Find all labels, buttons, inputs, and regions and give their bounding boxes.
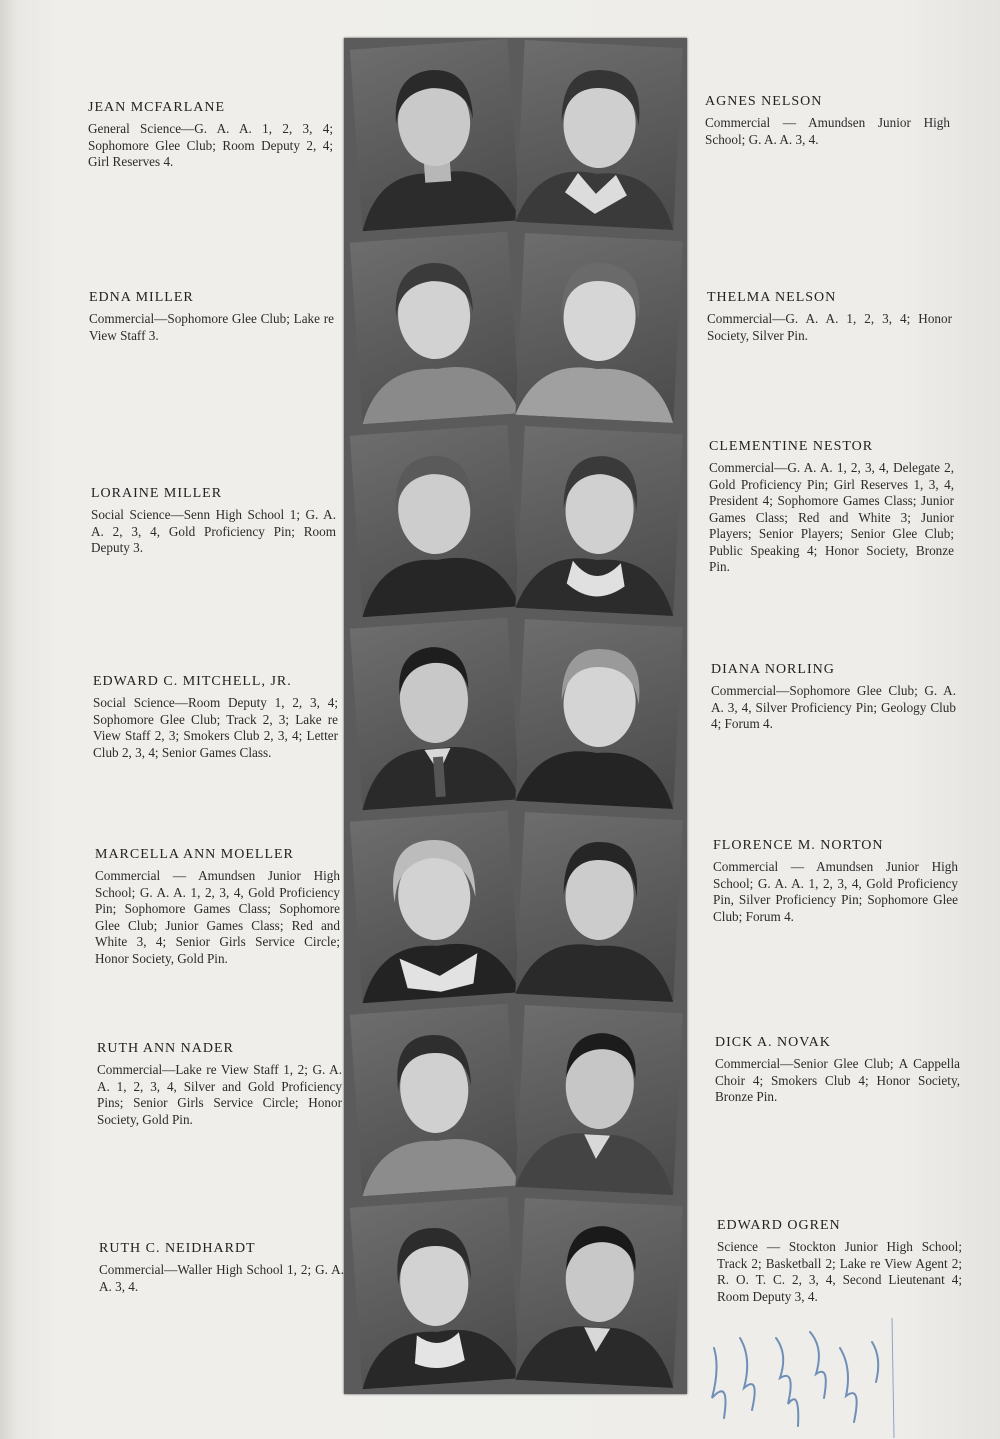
portrait-photo — [515, 1198, 682, 1388]
student-entry — [709, 439, 954, 576]
portrait-photo — [515, 812, 682, 1002]
female-portrait-icon — [515, 812, 682, 1002]
student-activities: Commercial—G. A. A. 1, 2, 3, 4, Delegate 2, Gold Proficiency Pin; Girl Reserves 1, 3, 4, President 4; Sophomore Games Class; Junior Games Class; Red and White 3; Junior Players; Senior Players; Senior Glee Club; Public Speaking 4; Honor Society, Bronze Pin. — [709, 460, 954, 574]
student-name: DICK A. NOVAK — [715, 1035, 831, 1050]
student-activities: Commercial — Amundsen Junior High School; G. A. A. 1, 2, 3, 4, Gold Proficiency Pin; Sophomore Games Class; Sophomore Glee Club; Junior Games Class; Red and White 3, 4; Senior Girls Service Circle; Honor Society, Gold Pin. — [95, 868, 340, 966]
student-activities: Social Science—Room Deputy 1, 2, 3, 4; Sophomore Glee Club; Track 2, 3; Lake re View Staff 2, 3; Smokers Club 2, 3, 4; Letter Club 2, 3, 4; Senior Games Class. — [93, 695, 338, 760]
student-name: CLEMENTINE NESTOR — [709, 439, 874, 454]
student-name: DIANA NORLING — [711, 662, 835, 677]
portrait-row — [344, 810, 687, 1002]
female-portrait-icon — [350, 1004, 520, 1197]
student-activities: Science — Stockton Junior High School; Track 2; Basketball 2; Lake re View Agent 2; R. O. T. C. 2, 3, 4, Second Lieutenant 4; Room Deputy 3, 4. — [717, 1239, 962, 1304]
handwritten-signature-icon — [700, 1318, 900, 1438]
student-entry — [99, 1241, 344, 1295]
portrait-photo — [515, 619, 682, 809]
student-name: AGNES NELSON — [705, 94, 823, 109]
student-entry — [711, 662, 956, 733]
portrait-photo — [515, 426, 682, 616]
female-portrait-icon — [350, 811, 520, 1004]
student-name: FLORENCE M. NORTON — [713, 838, 884, 853]
student-entry — [97, 1041, 342, 1128]
student-activities: Commercial—Sophomore Glee Club; Lake re View Staff 3. — [89, 311, 334, 343]
female-portrait-icon — [350, 232, 520, 425]
student-name: RUTH ANN NADER — [97, 1041, 234, 1056]
student-name: JEAN MCFARLANE — [88, 100, 226, 115]
student-entry — [89, 290, 334, 344]
portrait-photo — [350, 232, 520, 425]
student-entry — [88, 100, 333, 171]
student-name: EDNA MILLER — [89, 290, 194, 305]
student-name: LORAINE MILLER — [91, 486, 223, 501]
student-activities: Commercial—Waller High School 1, 2; G. A. A. 3, 4. — [99, 1262, 344, 1294]
student-activities: Commercial — Amundsen Junior High School; G. A. A. 3, 4. — [705, 115, 950, 147]
student-entry — [707, 290, 952, 344]
portrait-photo — [515, 1005, 682, 1195]
portrait-strip — [344, 38, 687, 1394]
female-portrait-icon — [350, 39, 520, 232]
student-activities: Social Science—Senn High School 1; G. A. A. 2, 3, 4, Gold Proficiency Pin; Room Deputy 3. — [91, 507, 336, 555]
student-entry — [717, 1218, 962, 1305]
portrait-photo — [515, 233, 682, 423]
male-portrait-icon — [515, 1198, 682, 1388]
student-entry — [715, 1035, 960, 1106]
portrait-photo — [350, 618, 520, 811]
student-entry — [713, 838, 958, 925]
portrait-row — [344, 231, 687, 423]
student-name: THELMA NELSON — [707, 290, 837, 305]
student-entry — [93, 674, 338, 761]
male-portrait-icon — [350, 618, 520, 811]
portrait-photo — [350, 811, 520, 1004]
male-portrait-icon — [515, 1005, 682, 1195]
portrait-row — [344, 424, 687, 616]
female-portrait-icon — [515, 426, 682, 616]
portrait-photo — [350, 1004, 520, 1197]
female-portrait-icon — [515, 619, 682, 809]
portrait-photo — [350, 425, 520, 618]
portrait-row — [344, 1196, 687, 1388]
student-name: EDWARD C. MITCHELL, JR. — [93, 674, 292, 689]
student-entry — [91, 486, 336, 557]
student-entry — [95, 847, 340, 967]
student-entry — [705, 94, 950, 148]
portrait-photo — [515, 40, 682, 230]
student-activities: Commercial—Senior Glee Club; A Cappella Choir 4; Smokers Club 4; Honor Society, Bronze Pin. — [715, 1056, 960, 1104]
portrait-row — [344, 617, 687, 809]
student-activities: Commercial — Amundsen Junior High School; G. A. A. 1, 2, 3, 4, Gold Proficiency Pin, Silver Proficiency Pin; Sophomore Glee Club; Forum 4. — [713, 859, 958, 924]
portrait-photo — [350, 39, 520, 232]
portrait-row — [344, 38, 687, 230]
student-name: RUTH C. NEIDHARDT — [99, 1241, 256, 1256]
female-portrait-icon — [350, 425, 520, 618]
portrait-row — [344, 1003, 687, 1195]
student-activities: Commercial—Sophomore Glee Club; G. A. A. 3, 4, Silver Proficiency Pin; Geology Club 4; Forum 4. — [711, 683, 956, 731]
student-name: EDWARD OGREN — [717, 1218, 841, 1233]
student-name: MARCELLA ANN MOELLER — [95, 847, 294, 862]
female-portrait-icon — [515, 40, 682, 230]
student-activities: Commercial—G. A. A. 1, 2, 3, 4; Honor Society, Silver Pin. — [707, 311, 952, 343]
student-activities: Commercial—Lake re View Staff 1, 2; G. A. A. 1, 2, 3, 4, Silver and Gold Proficiency Pins; Senior Girls Service Circle; Honor Society, Gold Pin. — [97, 1062, 342, 1127]
portrait-photo — [350, 1197, 520, 1390]
female-portrait-icon — [350, 1197, 520, 1390]
student-activities: General Science—G. A. A. 1, 2, 3, 4; Sophomore Glee Club; Room Deputy 2, 4; Girl Reserves 4. — [88, 121, 333, 169]
female-portrait-icon — [515, 233, 682, 423]
